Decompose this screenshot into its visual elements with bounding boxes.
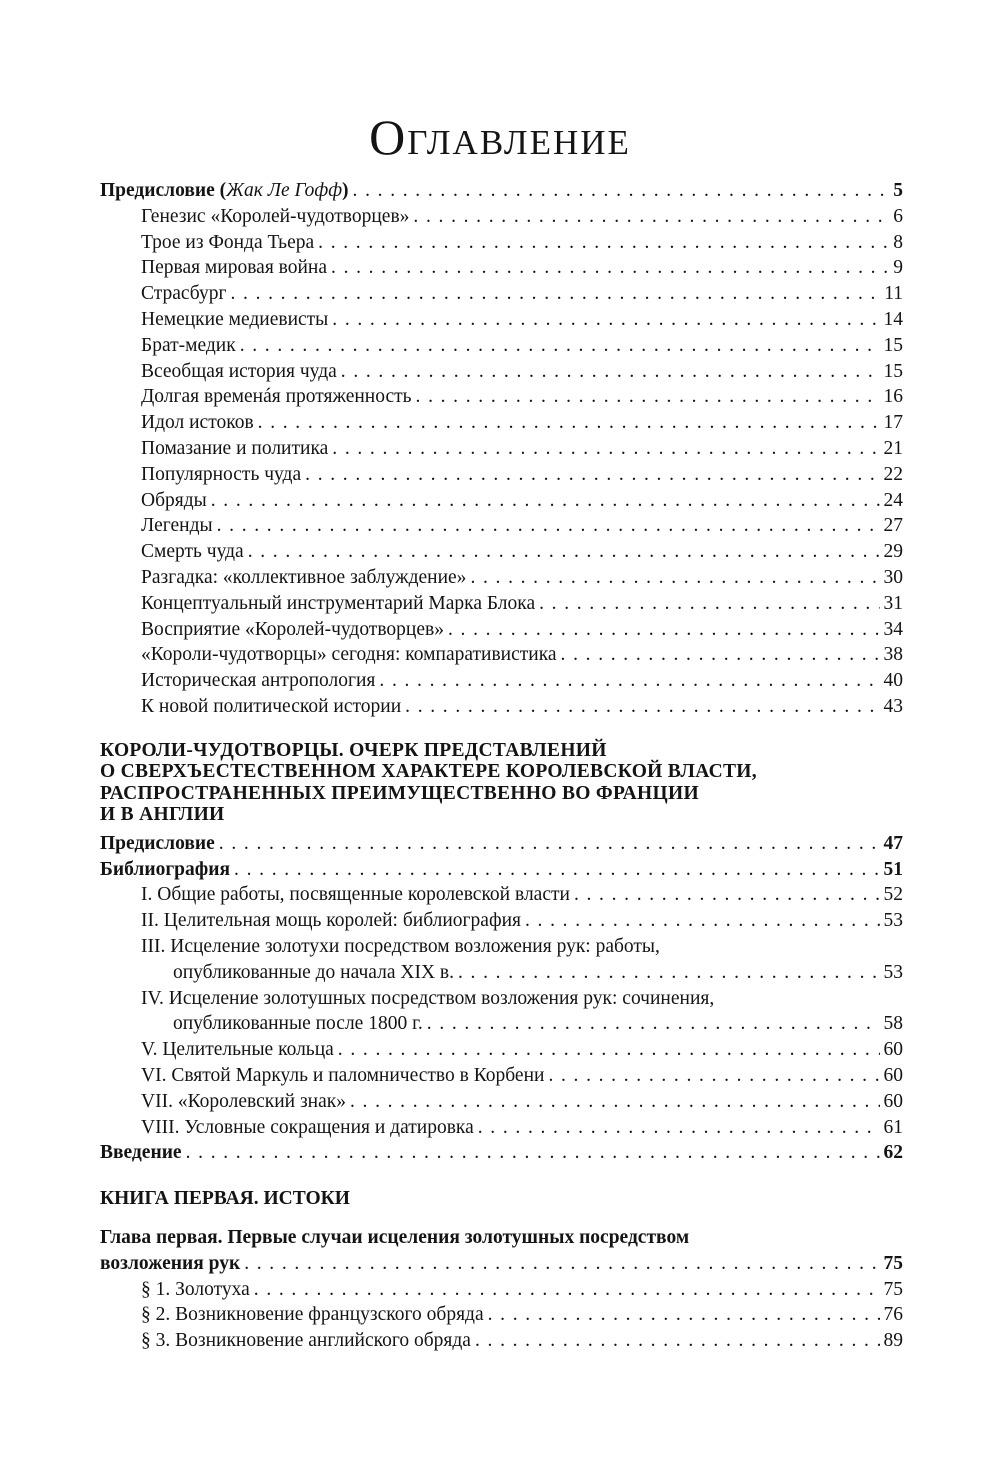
dot-leader	[248, 539, 880, 565]
toc-entry[interactable]	[100, 1328, 903, 1354]
dot-leader	[211, 488, 880, 514]
toc-entry[interactable]	[100, 488, 903, 514]
table-of-contents	[100, 178, 903, 1354]
toc-page-number: 24	[883, 489, 903, 511]
dot-leader	[379, 668, 879, 694]
toc-page-number: 62	[883, 1142, 903, 1164]
toc-page-number: 47	[883, 832, 903, 854]
toc-page-number: 61	[883, 1116, 903, 1138]
toc-entry[interactable]	[100, 384, 903, 410]
dot-leader	[475, 1328, 880, 1354]
toc-entry[interactable]	[100, 1277, 903, 1303]
toc-entry[interactable]	[100, 617, 903, 643]
toc-entry-label: Обряды	[141, 489, 207, 511]
toc-entry-label: § 3. Возникновение английского обряда	[141, 1330, 471, 1352]
toc-entry[interactable]	[100, 410, 903, 436]
preface-subsections	[100, 204, 903, 720]
toc-entry-label-line: III. Исцеление золотухи посредством возложения рук: работы,	[141, 935, 660, 957]
toc-entry-multiline[interactable]	[100, 986, 903, 1038]
toc-entry-label: Всеобщая история чуда	[141, 360, 337, 382]
dot-leader	[318, 230, 889, 256]
toc-page-number: 9	[893, 257, 903, 279]
toc-entry-label: Восприятие «Королей-чудотворцев»	[141, 618, 444, 640]
toc-entry-continuation	[100, 1251, 903, 1277]
toc-entry-label: «Короли-чудотворцы» сегодня: компаративистика	[141, 644, 557, 666]
toc-entry-label: Брат-медик	[141, 334, 236, 356]
dot-leader	[561, 642, 880, 668]
dot-leader	[353, 178, 890, 204]
toc-entry-label: Историческая антропология	[141, 670, 376, 692]
book-one-heading: КНИГА ПЕРВАЯ. ИСТОКИ	[100, 1188, 350, 1210]
toc-page-number: 5	[893, 180, 903, 201]
toc-entry-label: Концептуальный инструментарий Марка Блока	[141, 592, 536, 614]
dot-leader	[478, 1115, 880, 1141]
toc-entry-label: опубликованные после 1800 г.	[173, 1013, 423, 1035]
toc-entry[interactable]	[100, 255, 903, 281]
toc-entry[interactable]	[100, 565, 903, 591]
toc-entry[interactable]	[100, 1063, 903, 1089]
toc-entry-label: § 2. Возникновение французского обряда	[141, 1304, 484, 1326]
toc-page-number: 6	[893, 205, 903, 227]
dot-leader	[230, 281, 880, 307]
toc-page-number: 15	[883, 334, 903, 356]
toc-entry-label: Немецкие медиевисты	[141, 308, 329, 330]
work-title-line: О СВЕРХЪЕСТЕСТВЕННОМ ХАРАКТЕРЕ КОРОЛЕВСКОЙ ВЛАСТИ,	[100, 761, 757, 783]
toc-entry-continuation	[100, 960, 903, 986]
toc-page-number: 21	[883, 437, 903, 459]
toc-entry-label-line: IV. Исцеление золотушных посредством возложения рук: сочинения,	[141, 987, 715, 1009]
toc-entry-label: Предисловие	[100, 832, 215, 854]
dot-leader	[186, 1140, 880, 1166]
toc-page-number: 8	[893, 231, 903, 253]
toc-entry[interactable]	[100, 882, 903, 908]
toc-page-number: 29	[883, 541, 903, 563]
dot-leader	[217, 513, 880, 539]
toc-entry[interactable]	[100, 436, 903, 462]
toc-entry[interactable]	[100, 908, 903, 934]
toc-entry[interactable]	[100, 281, 903, 307]
toc-page-number: 89	[883, 1330, 903, 1352]
toc-entry-label: I. Общие работы, посвященные королевской власти	[141, 884, 570, 906]
dot-leader	[332, 436, 879, 462]
toc-entry-label: Идол истоков	[141, 412, 254, 434]
dot-leader	[525, 908, 880, 934]
toc-entry-continuation	[100, 1011, 903, 1037]
dot-leader	[331, 255, 889, 281]
toc-page-number: 27	[883, 515, 903, 537]
toc-page-number: 60	[883, 1064, 903, 1086]
toc-entry-preface[interactable]	[100, 178, 903, 204]
toc-entry-label: Страсбург	[141, 283, 227, 305]
toc-page-number: 53	[883, 910, 903, 932]
dot-leader	[413, 204, 889, 230]
toc-page-number: 16	[883, 386, 903, 408]
toc-entry[interactable]	[100, 1089, 903, 1115]
toc-page-number: 75	[883, 1252, 903, 1274]
toc-entry-bibliography[interactable]	[100, 857, 903, 883]
toc-entry-label: Легенды	[141, 515, 213, 537]
work-title-line: КОРОЛИ-ЧУДОТВОРЦЫ. ОЧЕРК ПРЕДСТАВЛЕНИЙ	[100, 739, 607, 761]
toc-entry-label: § 1. Золотуха	[141, 1278, 250, 1300]
dot-leader	[332, 307, 879, 333]
toc-entry[interactable]	[100, 204, 903, 230]
dot-leader	[244, 1251, 879, 1277]
toc-entry-label: Предисловие (Жак Ле Гофф)	[100, 180, 349, 201]
toc-page-number: 43	[883, 695, 903, 717]
toc-entry-label: Разгадка: «коллективное заблуждение»	[141, 566, 467, 588]
toc-entry-label: Введение	[100, 1142, 182, 1164]
toc-entry[interactable]	[100, 694, 903, 720]
dot-leader	[254, 1277, 880, 1303]
toc-entry[interactable]	[100, 307, 903, 333]
work-title-heading	[100, 740, 903, 826]
toc-entry[interactable]	[100, 1037, 903, 1063]
toc-entry[interactable]	[100, 668, 903, 694]
toc-page-number: 31	[883, 592, 903, 614]
toc-entry-label: Смерть чуда	[141, 541, 244, 563]
toc-entry-label: Трое из Фонда Тьера	[141, 231, 315, 253]
dot-leader	[258, 410, 880, 436]
toc-entry-label: К новой политической истории	[141, 695, 402, 717]
page-title: Оглавление	[369, 109, 631, 165]
preface-author: Жак Ле Гофф	[226, 180, 343, 201]
toc-entry-label: Генезис «Королей-чудотворцев»	[141, 205, 410, 227]
dot-leader	[458, 960, 880, 986]
toc-entry-label: Библиография	[100, 858, 231, 880]
toc-page-number: 15	[883, 360, 903, 382]
toc-page-number: 14	[883, 308, 903, 330]
toc-page-number: 11	[884, 283, 903, 305]
toc-entry-label: Популярность чуда	[141, 463, 302, 485]
toc-entry-label: возложения рук	[100, 1252, 241, 1274]
toc-entry-preface-author[interactable]	[100, 831, 903, 857]
toc-entry-label: V. Целительные кольца	[141, 1039, 334, 1061]
toc-page-number: 52	[883, 884, 903, 906]
toc-entry-multiline[interactable]	[100, 934, 903, 986]
toc-page-number: 60	[883, 1090, 903, 1112]
dot-leader	[448, 617, 880, 643]
toc-entry[interactable]	[100, 333, 903, 359]
toc-page-number: 53	[883, 961, 903, 983]
dot-leader	[219, 831, 880, 857]
toc-page-number: 22	[883, 463, 903, 485]
dot-leader	[234, 857, 879, 883]
toc-entry[interactable]	[100, 539, 903, 565]
toc-page-number: 75	[883, 1278, 903, 1300]
toc-entry-label: VIII. Условные сокращения и датировка	[141, 1116, 474, 1138]
dot-leader	[427, 1011, 880, 1037]
toc-page-number: 58	[883, 1013, 903, 1035]
toc-page-number: 17	[883, 412, 903, 434]
toc-entry-label: Долгая временáя протяженность	[141, 386, 412, 408]
dot-leader	[350, 1089, 880, 1115]
toc-entry[interactable]	[100, 359, 903, 385]
toc-entry-label-line: Глава первая. Первые случаи исцеления золотушных посредством	[100, 1227, 690, 1249]
work-title-line: И В АНГЛИИ	[100, 804, 225, 826]
dot-leader	[338, 1037, 880, 1063]
dot-leader	[488, 1302, 880, 1328]
toc-entry-label: II. Целительная мощь королей: библиография	[141, 910, 521, 932]
dot-leader	[416, 384, 880, 410]
toc-entry-label: опубликованные до начала XIX в.	[173, 961, 454, 983]
toc-page-number: 76	[883, 1304, 903, 1326]
toc-page-number: 40	[883, 670, 903, 692]
dot-leader	[470, 565, 879, 591]
toc-entry[interactable]	[100, 513, 903, 539]
toc-entry-label: Помазание и политика	[141, 437, 329, 459]
toc-entry[interactable]	[100, 591, 903, 617]
toc-page-number: 30	[883, 566, 903, 588]
toc-page-number: 51	[883, 858, 903, 880]
toc-entry[interactable]	[100, 1115, 903, 1141]
toc-entry-introduction[interactable]	[100, 1140, 903, 1166]
toc-entry-chapter-one[interactable]	[100, 1225, 903, 1277]
toc-entry[interactable]	[100, 230, 903, 256]
dot-leader	[240, 333, 880, 359]
toc-entry[interactable]	[100, 642, 903, 668]
toc-page-number: 60	[883, 1039, 903, 1061]
toc-page-number: 34	[883, 618, 903, 640]
toc-entry-label: VII. «Королевский знак»	[141, 1090, 346, 1112]
dot-leader	[305, 462, 879, 488]
toc-entry[interactable]	[100, 1302, 903, 1328]
work-title-line: РАСПРОСТРАНЕННЫХ ПРЕИМУЩЕСТВЕННО ВО ФРАНЦИИ	[100, 782, 699, 804]
dot-leader	[548, 1063, 879, 1089]
toc-entry-label: VI. Святой Маркуль и паломничество в Корбени	[141, 1064, 545, 1086]
toc-entry-label: Первая мировая война	[141, 257, 328, 279]
dot-leader	[405, 694, 879, 720]
dot-leader	[341, 359, 880, 385]
dot-leader	[539, 591, 879, 617]
toc-page-number: 38	[883, 644, 903, 666]
toc-entry[interactable]	[100, 462, 903, 488]
dot-leader	[574, 882, 880, 908]
